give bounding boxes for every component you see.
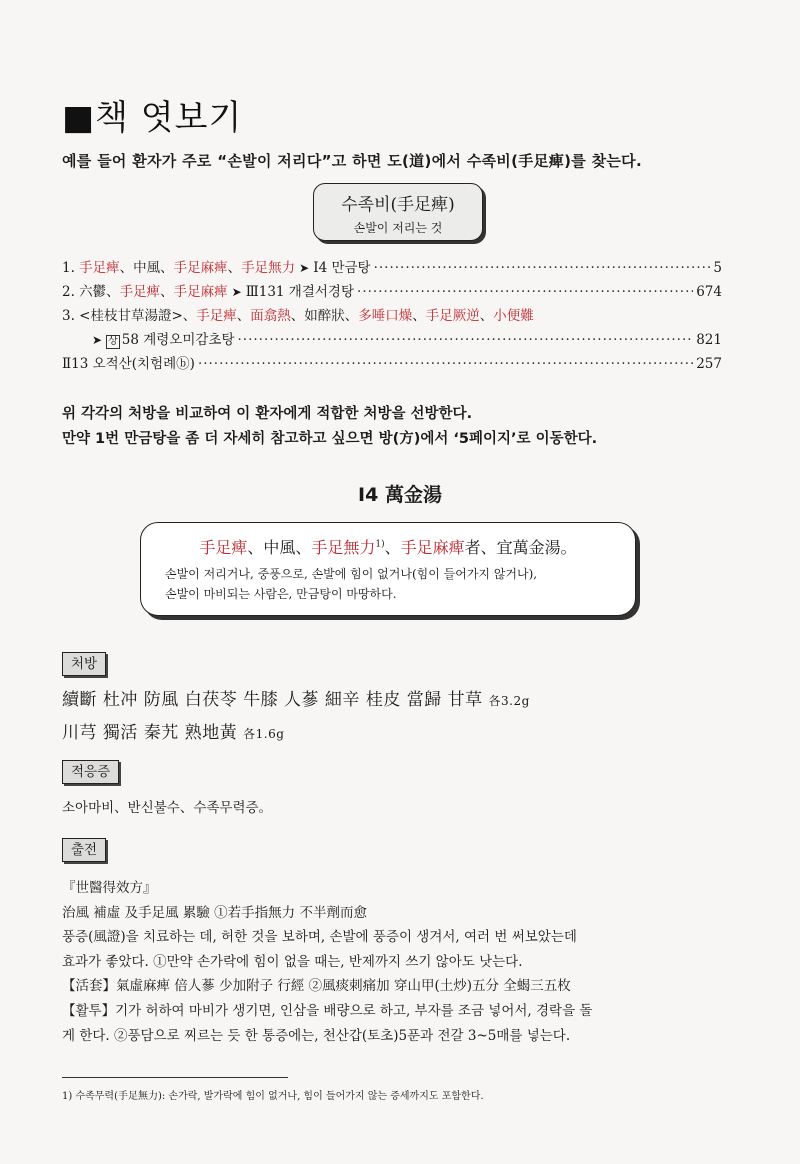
entry-number: 2. — [62, 284, 80, 300]
source-line: 治風 補虛 及手足風 累驗 ①若手指無力 不半劑而愈 — [62, 904, 367, 921]
explanation-paragraph — [62, 402, 762, 452]
arrow-icon: ➤ — [299, 261, 310, 275]
source-line: 풍증(風證)을 치료하는 데, 허한 것을 보하며, 손발에 풍증이 생겨서, 여러 번 써보았는데 — [62, 929, 577, 946]
page-title: ■책 엿보기 — [62, 98, 243, 138]
intro-text: 예를 들어 환자가 주로 “손발이 저리다”고 하면 도(道)에서 수족비(手足痺)를 찾는다. — [62, 152, 642, 170]
symptom: <桂枝甘草湯證>、 — [79, 308, 197, 324]
quote-ending: 者、宜萬金湯。 — [464, 538, 577, 557]
symptom-red: 手足厥逆 — [425, 308, 480, 324]
symptom-red: 手足痺 — [199, 538, 248, 557]
quote-translation — [165, 564, 635, 604]
symptom: 、中風、 — [247, 538, 312, 557]
separator: 、 — [160, 284, 174, 300]
symptom-red: 手足痺 — [79, 260, 120, 276]
herb-line: 續斷 杜冲 防風 白茯苓 牛膝 人蔘 細辛 桂皮 當歸 甘草 — [62, 690, 483, 710]
separator: 、 — [384, 538, 401, 557]
page-number: 5 — [713, 260, 722, 276]
index-entry-3-ref — [62, 328, 722, 352]
herb-amount: 各1.6g — [243, 727, 285, 741]
source-line: 【活套】氣虛麻痺 倍人蔘 少加附子 行經 ②風痰刺痛加 穿山甲(土炒)五分 全蝎三五枚 — [62, 978, 571, 995]
arrow-icon: ➤ — [231, 285, 242, 299]
symptom: 、中風、 — [119, 260, 174, 276]
index-box-subtitle: 손발이 저리는 것 — [353, 221, 443, 235]
separator: 、 — [227, 260, 242, 276]
translation-line: 손발이 마비되는 사람은, 만금탕이 마땅하다. — [165, 587, 397, 601]
source-text — [62, 876, 762, 1048]
section-tag-source: 출전 — [62, 838, 106, 862]
footnote: 1) 수족무력(手足無力): 손가락, 발가락에 힘이 없거나, 힘이 들어가지 않는 증세까지도 포함한다. — [62, 1091, 484, 1102]
herb-amount: 各3.2g — [488, 694, 530, 708]
prescription-ref: 58 계령오미감초탕 — [121, 332, 235, 348]
symptom: 六鬱、 — [79, 284, 120, 300]
page-number: 257 — [696, 356, 722, 372]
index-entry-2 — [62, 280, 722, 304]
symptom: 、如醉狀、 — [290, 308, 359, 324]
prescription-ref: Ⅲ131 개결서경탕 — [245, 284, 355, 300]
page-number: 821 — [696, 332, 722, 348]
quote-original — [141, 535, 635, 558]
prescription-ref: Ⅱ13 오적산(치험례ⓑ) — [62, 356, 195, 372]
translation-line: 손발이 저리거나, 중풍으로, 손발에 힘이 없거나(힘이 들어가지 않거나), — [165, 567, 538, 581]
index-box-title: 수족비(手足痺) — [341, 195, 455, 215]
section-tag-prescription: 처방 — [62, 652, 106, 676]
arrow-icon: ➤ — [92, 333, 103, 347]
index-entry-3 — [62, 304, 722, 328]
leader-dots — [374, 256, 711, 280]
source-line: 게 한다. ②풍담으로 찌르는 듯 한 통증에는, 천산갑(토초)5푼과 전갈 3~5매를 넣는다. — [62, 1027, 571, 1044]
source-book: 『世醫得效方』 — [62, 880, 157, 896]
prescription-ref: Ⅰ4 만금탕 — [313, 260, 371, 276]
symptom-red: 多唾口燥 — [358, 308, 413, 324]
symptom-red: 手足麻痺 — [173, 284, 228, 300]
entry-number: 1. — [62, 260, 80, 276]
leader-dots — [357, 280, 693, 304]
symptom-red: 手足痺 — [119, 284, 161, 300]
separator: 、 — [479, 308, 494, 324]
symptom-red: 面翕熱 — [250, 308, 291, 324]
boxed-mark: 상 — [108, 336, 118, 347]
explanation-line: 만약 1번 만금탕을 좀 더 자세히 참고하고 싶으면 방(方)에서 ‘5페이지’로 이동한다. — [62, 431, 598, 447]
symptom-red: 手足麻痺 — [173, 260, 228, 276]
page-number: 674 — [696, 284, 722, 300]
herb-line: 川芎 獨活 秦艽 熟地黃 — [62, 723, 238, 743]
source-line: 효과가 좋았다. ①만약 손가락에 힘이 없을 때는, 반제까지 쓰기 않아도 낫는다. — [62, 953, 523, 970]
entry-number: 3. — [62, 308, 80, 324]
symptom-red: 手足痺 — [196, 308, 237, 324]
prescription-heading: Ⅰ4 萬金湯 — [358, 484, 442, 506]
footnote-divider — [62, 1077, 288, 1078]
separator: 、 — [236, 308, 251, 324]
leader-dots — [238, 328, 694, 352]
symptom-red: 手足無力 — [241, 260, 296, 276]
separator: 、 — [412, 308, 426, 324]
index-box — [313, 183, 483, 241]
explanation-line: 위 각각의 처방을 비교하여 이 환자에게 적합한 처방을 선방한다. — [62, 406, 473, 422]
source-line: 【활투】기가 허하여 마비가 생기면, 인삼을 배량으로 하고, 부자를 조금 넣어서, 경락을 돌 — [62, 1002, 593, 1019]
index-entries — [62, 256, 722, 376]
symptom-red: 手足無力 — [311, 538, 376, 557]
herb-list — [62, 684, 762, 750]
leader-dots — [198, 352, 693, 376]
section-tag-indication: 적응증 — [62, 760, 119, 784]
indication-text: 소아마비、반신불수、수족무력증。 — [62, 800, 273, 816]
footnote-mark: 1) — [375, 539, 385, 550]
index-entry-4 — [62, 352, 722, 376]
quote-box — [140, 522, 636, 616]
index-entry-1 — [62, 256, 722, 280]
symptom-red: 小便難 — [493, 308, 534, 324]
symptom-red: 手足麻痺 — [400, 538, 465, 557]
